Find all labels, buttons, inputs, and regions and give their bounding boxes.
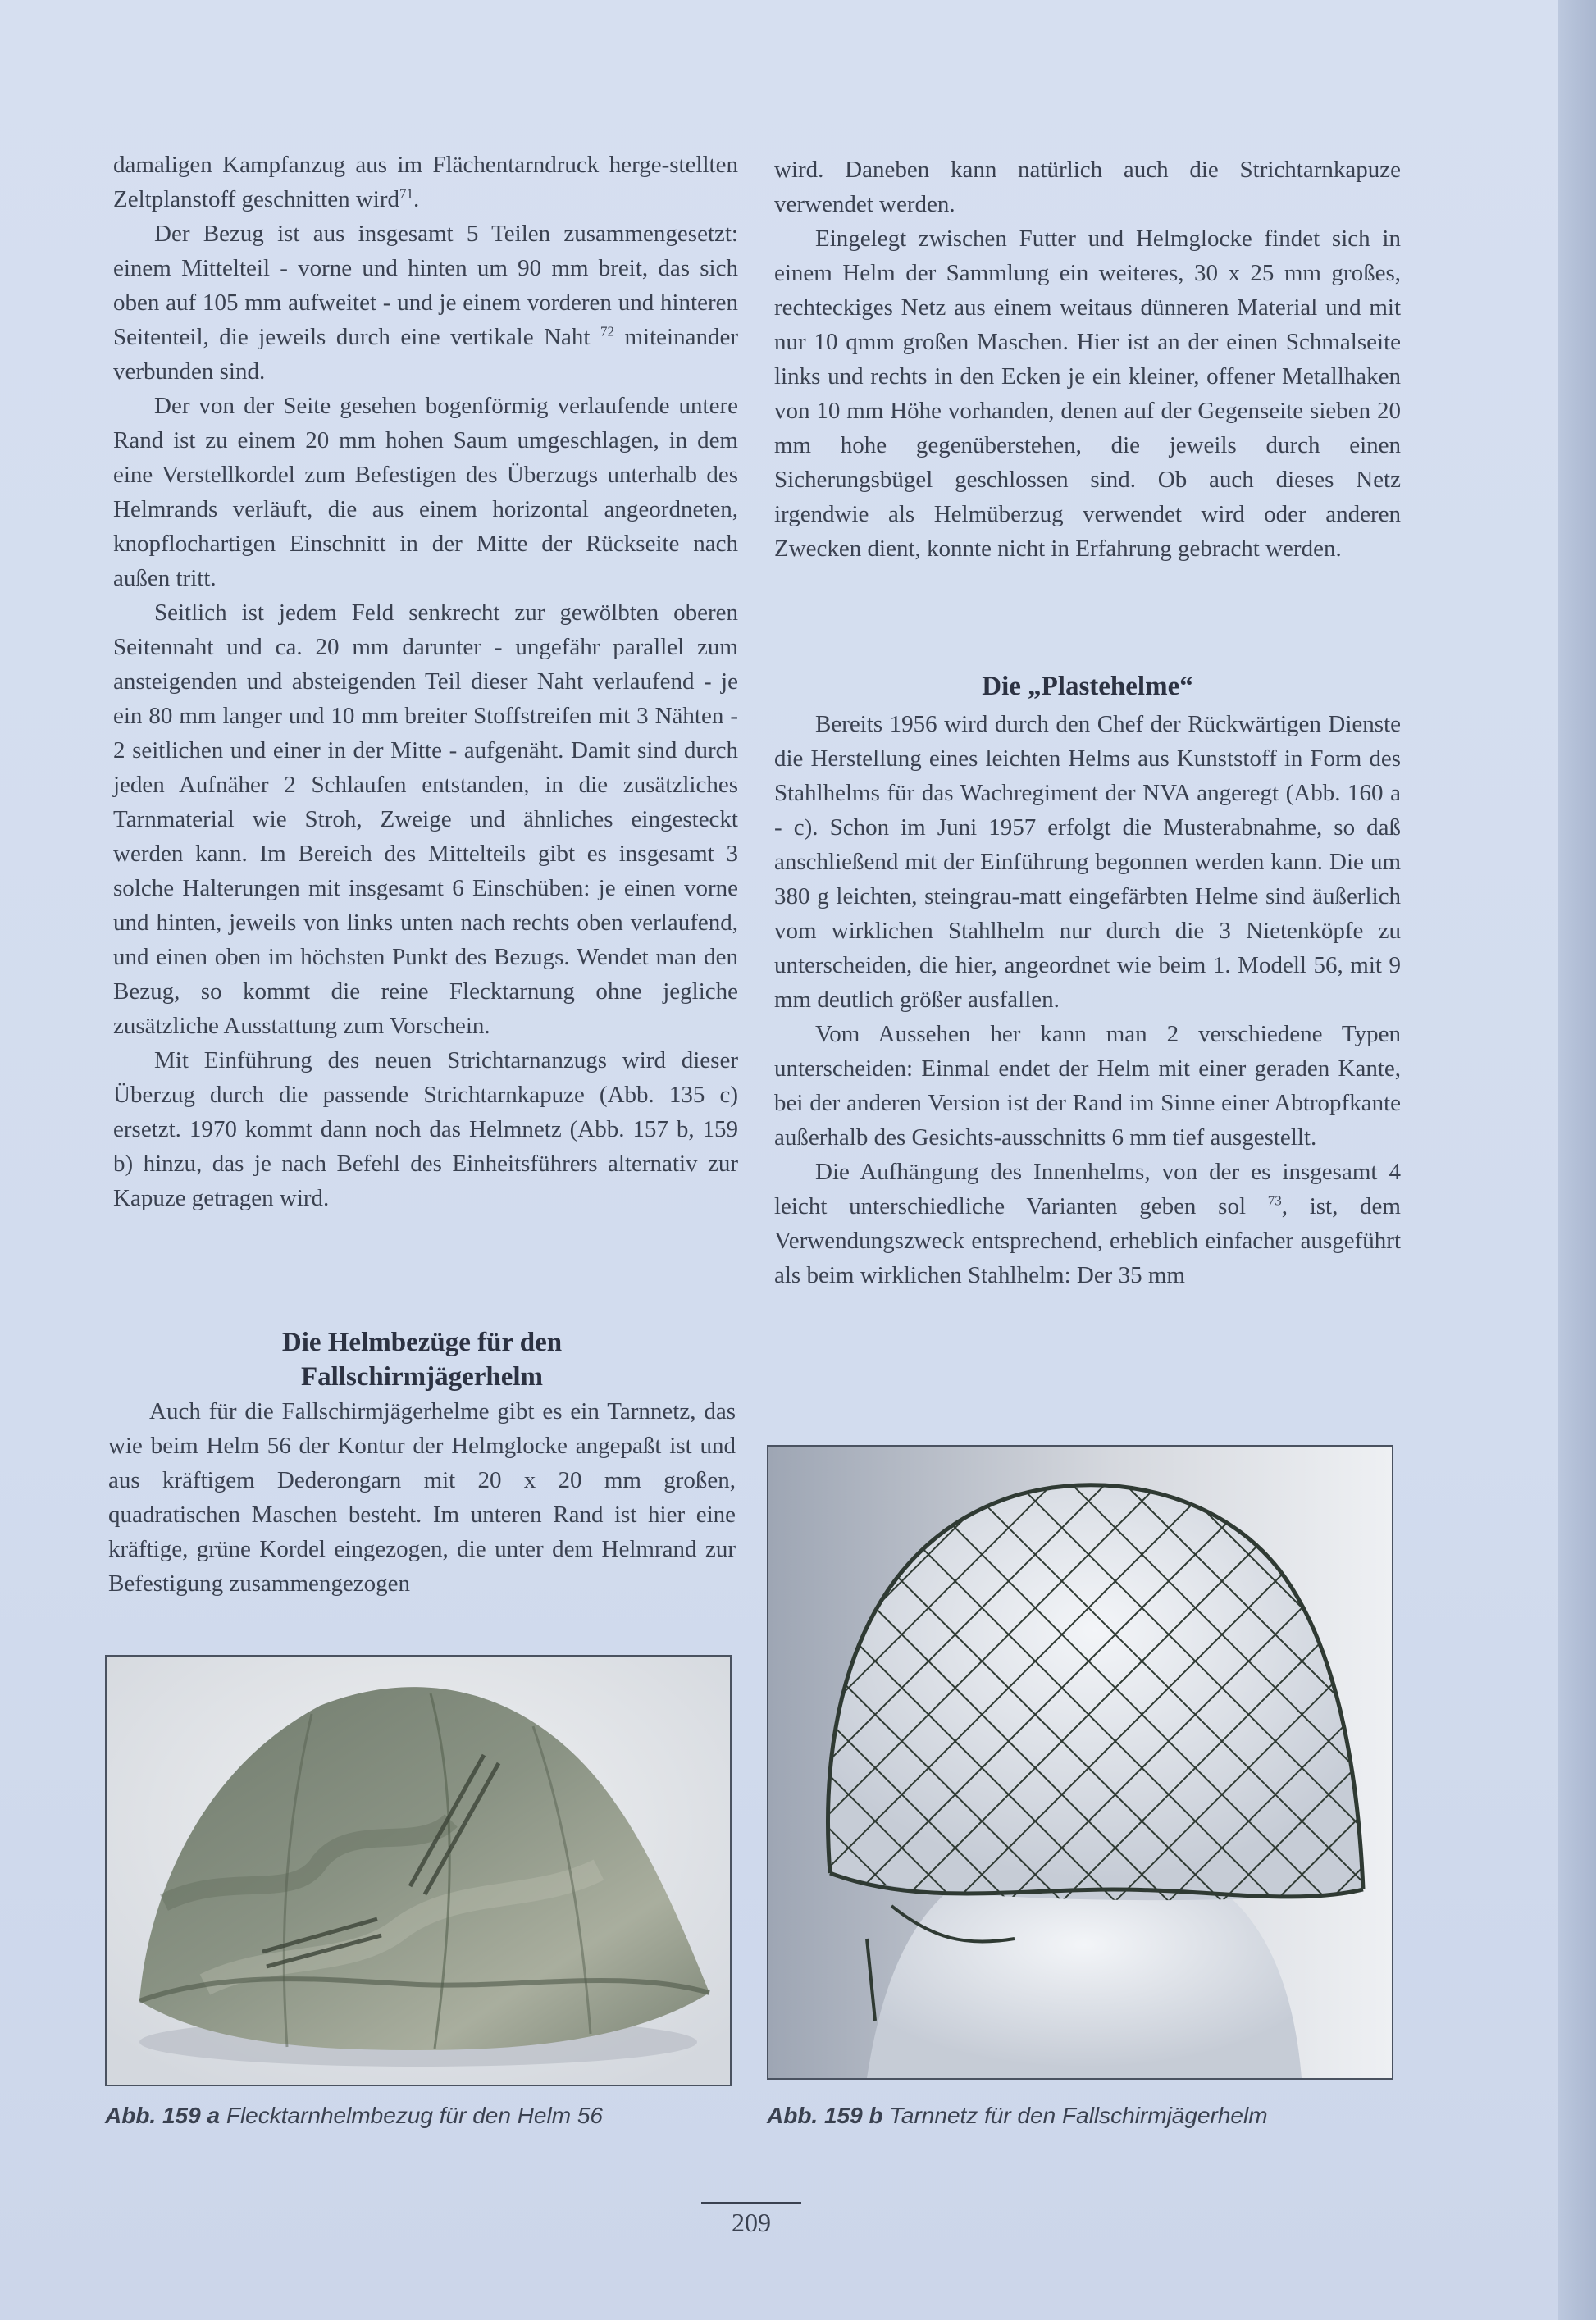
paragraph: Der von der Seite gesehen bogenförmig verlaufende untere Rand ist zu einem 20 mm hohen Saum umgeschlagen, in dem eine Verstellkordel zum Befestigen des Überzugs unterhalb des Helmrands verläuft, die aus einem horizontal angeordneten, knopflochartigen Einschnitt in der Mitte der Rückseite nach außen tritt. bbox=[113, 393, 738, 591]
paragraph: Bereits 1956 wird durch den Chef der Rückwärtigen Dienste die Herstellung eines leichten Helms aus Kunststoff in Form des Stahlhelms für das Wachregiment der NVA angeregt (Abb. 160 a - c). Schon im Juni 1957 erfolgt die Musterabnahme, so daß anschließend mit der Einführung begonnen werden kann. Die um 380 g leichten, steingrau-matt eingefärbten Helme sind äußerlich vom wirklichen Stahlhelm nur durch die 3 Nietenköpfe zu unterscheiden, die hier, angeordnet wie beim 1. Modell 56, mit 9 mm deutlich größer ausfallen. bbox=[774, 711, 1401, 1013]
page-number: 209 bbox=[732, 2208, 771, 2237]
paragraph: Der Bezug ist aus insgesamt 5 Teilen zusammengesetzt: einem Mittelteil - vorne und hinten um 90 mm breit, das sich oben auf 105 mm aufweitet - und je einem vorderen und hinteren Seitenteil, die jeweils durch eine vertikale Naht $^{72}$ miteinander verbunden sind. bbox=[113, 221, 738, 385]
heading-line: Fallschirmjägerhelm bbox=[300, 1362, 544, 1392]
paragraph: Seitlich ist jedem Feld senkrecht zur gewölbten oberen Seitennaht und ca. 20 mm darunter - ungefähr parallel zum ansteigenden und absteigenden Teil dieser Naht verlaufend - je ein 80 mm langer und 10 mm breiter Stoffstreifen mit 3 Nähten - 2 seitlichen und einer in der Mitte - aufgenäht. Damit sind durch jeden Aufnäher 2 Schlaufen entstanden, in die zusätzliches Tarnmaterial wie Stroh, Zweige und ähnliches eingesteckt werden kann. Im Bereich des Mittelteils gibt es insgesamt 3 solche Halterungen mit insgesamt 6 Einschüben: je einen vorne und hinten, jeweils von links unten nach rechts oben verlaufend, und einen oben im höchsten Punkt des Bezugs. Wendet man den Bezug, so kommt die reine Flecktarnung ohne jegliche zusätzliche Ausstattung zum Vorschein. bbox=[113, 599, 738, 1039]
figure-159b-photo bbox=[767, 1445, 1393, 2080]
paragraph: Eingelegt zwischen Futter und Helmglocke findet sich in einem Helm der Sammlung ein weiteres, 30 x 25 mm großes, rechteckiges Netz aus einem weitaus dünneren Material und mit nur 10 qmm großen Maschen. Hier ist an der einen Schmalseite links und rechts in den Ecken je ein kleiner, offener Metallhaken von 10 mm Höhe vorhanden, denen auf der Gegenseite sieben 20 mm hohe gegenüberstehen, die jeweils durch einen Sicherungsbügel geschlossen sind. Ob auch dieses Netz irgendwie als Helmüberzug verwendet wird oder anderen Zwecken dient, konnte nicht in Erfahrung gebracht werden. bbox=[774, 226, 1401, 562]
footnote-ref: 72 bbox=[600, 323, 614, 340]
helmet-net-image bbox=[768, 1447, 1392, 2078]
heading-line: Die „Plastehelme“ bbox=[982, 672, 1193, 701]
paragraph: Die Aufhängung des Innenhelms, von der es insgesamt 4 leicht unterschiedliche Varianten geben sol $^{73}$, ist, dem Verwendungszweck entsprechend, erheblich einfacher ausgeführt als beim wirklichen Stahlhelm: Der 35 mm bbox=[774, 1159, 1401, 1288]
helmet-cover-image bbox=[107, 1657, 730, 2085]
paragraph: Mit Einführung des neuen Strichtarnanzugs wird dieser Überzug durch die passende Strichtarnkapuze (Abb. 135 c) ersetzt. 1970 kommt dann noch das Helmnetz (Abb. 157 b, 159 b) hinzu, das je nach Befehl des Einheitsführers alternativ zur Kapuze getragen wird. bbox=[113, 1047, 738, 1211]
right-column bbox=[774, 153, 1401, 566]
right-column-lower bbox=[774, 707, 1401, 1292]
figure-caption-159a bbox=[105, 2103, 603, 2129]
section-heading-fallschirmjaegerhelm bbox=[108, 1325, 736, 1394]
left-column bbox=[113, 148, 738, 1215]
page-edge bbox=[1558, 0, 1596, 2320]
left-column-lower bbox=[108, 1394, 736, 1601]
page-number-rule bbox=[701, 2202, 801, 2204]
paragraph: wird. Daneben kann natürlich auch die Strichtarnkapuze verwendet werden. bbox=[774, 157, 1401, 217]
paragraph: damaligen Kampfanzug aus im Flächentarndruck herge-stellten Zeltplanstoff geschnitten wird$^{71}$. bbox=[113, 152, 738, 212]
figure-text: Flecktarnhelmbezug für den Helm 56 bbox=[226, 2103, 603, 2128]
paragraph: Auch für die Fallschirmjägerhelme gibt es ein Tarnnetz, das wie beim Helm 56 der Kontur der Helmglocke angepaßt ist und aus kräftigem Dederongarn mit 20 x 20 mm großen, quadratischen Maschen besteht. Im unteren Rand ist hier eine kräftige, grüne Kordel eingezogen, die unter dem Helmrand zur Befestigung zusammengezogen bbox=[108, 1398, 736, 1597]
footnote-ref: 71 bbox=[399, 185, 413, 202]
figure-label: Abb. 159 a bbox=[105, 2103, 221, 2128]
footnote-ref: 73 bbox=[1267, 1192, 1282, 1209]
heading-line: Die Helmbezüge für den bbox=[281, 1328, 563, 1357]
paragraph: Vom Aussehen her kann man 2 verschiedene Typen unterscheiden: Einmal endet der Helm mit einer geraden Kante, bei der anderen Version ist der Rand im Sinne einer Abtropfkante außerhalb des Gesichts-ausschnitts 6 mm tief ausgestellt. bbox=[774, 1021, 1401, 1151]
figure-159a-photo bbox=[105, 1655, 732, 2086]
figure-label: Abb. 159 b bbox=[767, 2103, 883, 2128]
section-heading-plastehelme bbox=[774, 669, 1401, 704]
figure-caption-159b bbox=[767, 2103, 1268, 2129]
figure-text: Tarnnetz für den Fallschirmjägerhelm bbox=[889, 2103, 1268, 2128]
